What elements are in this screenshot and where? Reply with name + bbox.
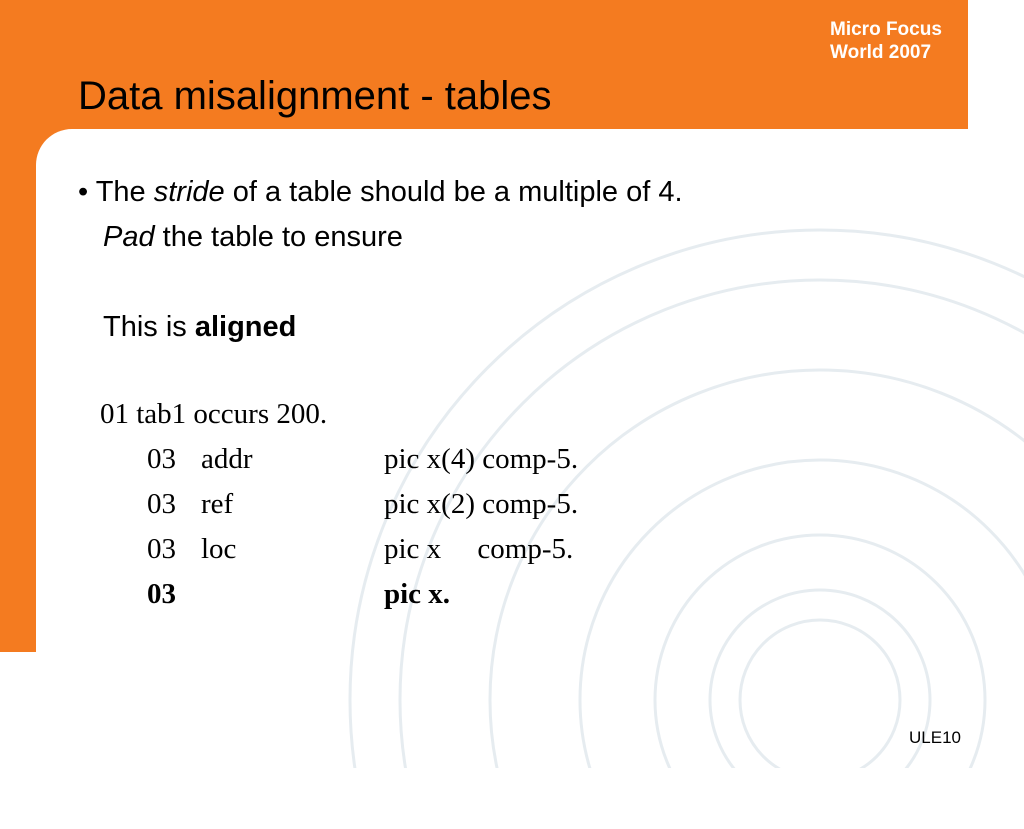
code-level: 03 [147,488,176,520]
logo-line-1: Micro Focus [830,19,942,40]
bullet-line-1 [78,170,683,215]
code-row [100,572,451,617]
code-pic-clause: pic x comp-5. [384,533,574,565]
code-level: 03 [147,533,176,565]
slide-title: Data misalignment - tables [78,74,552,118]
code-level: 03 [147,443,176,475]
bullet-line-2 [78,215,683,260]
micro-focus-world-logo [830,18,942,64]
code-row [100,482,579,527]
code-header: 01 tab1 occurs 200. [100,398,328,430]
line2-post: the table to ensure [154,221,403,253]
slide-body [78,170,683,350]
stride-term: stride [153,176,225,208]
aligned-line [78,305,683,350]
line1-pre: The [95,176,154,208]
code-pic-clause: pic x(4) comp-5. [384,443,579,475]
code-row [100,437,579,482]
blank-line [78,260,683,305]
code-field-name: loc [201,533,237,565]
code-field-name: ref [201,488,234,520]
cobol-code-block [100,392,579,617]
code-level: 03 [147,578,176,610]
aligned-term: aligned [194,311,297,343]
line3-pre: This is [103,311,195,343]
line1-post: of a table should be a multiple of 4. [224,176,683,208]
code-pic-clause: pic x(2) comp-5. [384,488,579,520]
pad-term: Pad [103,221,155,253]
bullet-icon: • [78,176,89,208]
code-field-name: addr [201,443,253,475]
code-pic-clause: pic x. [384,578,451,610]
logo-line-2: World 2007 [830,42,932,63]
page-label: ULE10 [909,728,961,747]
code-row [100,527,574,572]
